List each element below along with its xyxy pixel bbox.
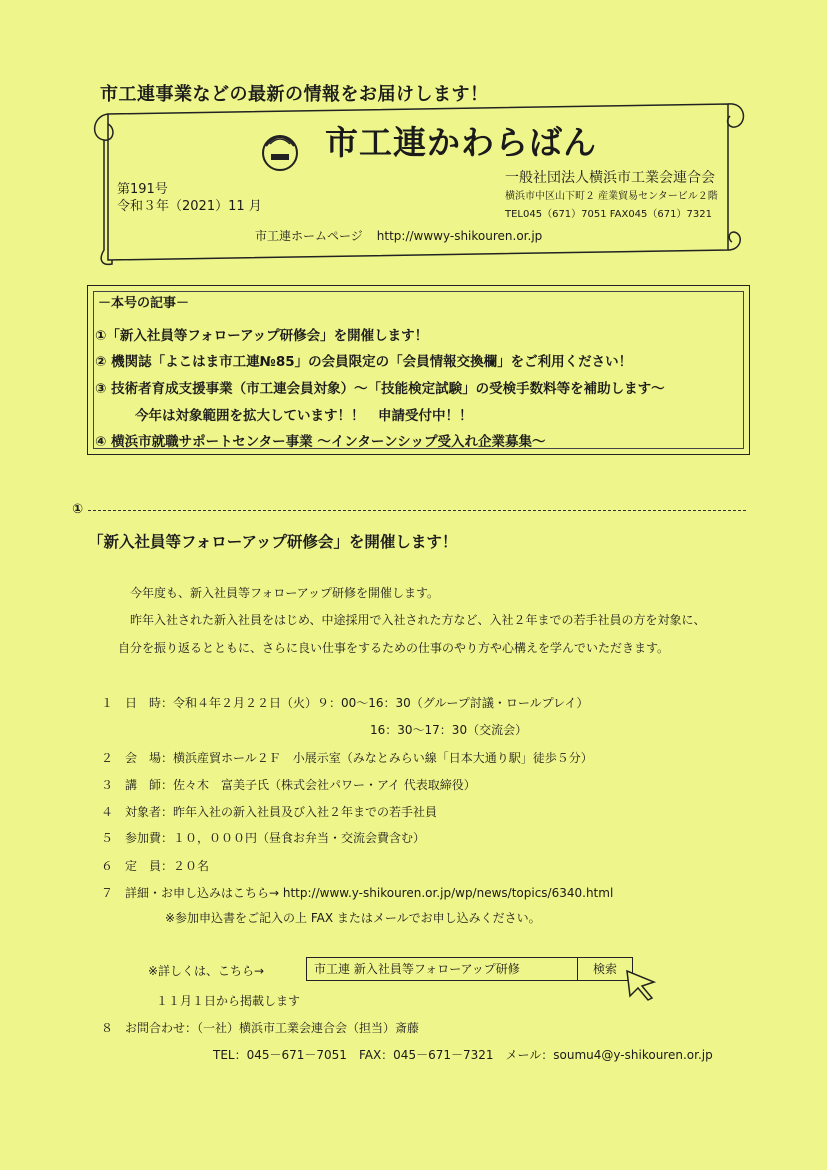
issue-number: 第191号 [117, 182, 168, 197]
issue-date: 令和３年（2021）11 月 [117, 199, 262, 214]
masthead-title: 市工連かわらばん [325, 123, 597, 162]
paragraph-2: 昨年入社された新入社員をはじめ、中途採用で入社された方など、入社２年までの若手社員の方を対象に、 [130, 613, 706, 627]
toc-item-1: ①「新入社員等フォローアップ研修会」を開催します！ [95, 328, 429, 344]
cursor-arrow-icon [624, 968, 658, 1006]
inquiry: ８ お問合わせ：（一社）横浜市工業会連合会（担当）斎藤 [101, 1021, 420, 1035]
posted-note: １１月１日から掲載します [156, 994, 301, 1008]
detail-capacity: ６ 定 員：２０名 [101, 859, 210, 873]
toc-item-3: ③ 技術者育成支援事業（市工連会員対象）～「技能検定試験」の受検手数料等を補助します～ [95, 381, 665, 397]
org-address: 横浜市中区山下町２ 産業貿易センタービル２階 [505, 191, 718, 202]
homepage-link[interactable]: http://wwwy-shikouren.or.jp [376, 229, 543, 243]
detail-fee: ５ 参加費：１０，０００円（昼食お弁当・交流会費含む） [101, 831, 426, 845]
search-input[interactable]: 市工連 新入社員等フォローアップ研修 [306, 957, 578, 981]
detail-apply-link[interactable]: ７ 詳細・お申し込みはこちら→ http://www.y-shikouren.or.jp/wp/news/topics/6340.html [101, 886, 614, 900]
org-tel: TEL045（671）7051 FAX045（671）7321 [505, 209, 712, 220]
contents-title: －本号の記事－ [98, 296, 190, 311]
paragraph-1: 今年度も、新入社員等フォローアップ研修を開催します。 [130, 586, 440, 600]
detail-target: ４ 対象者：昨年入社の新入社員及び入社２年までの若手社員 [101, 805, 438, 819]
section-mark: ① [72, 502, 86, 517]
search-lead: ※詳しくは、こちら→ [148, 964, 265, 978]
toc-item-2: ② 機関誌「よこはま市工連№85」の会員限定の「会員情報交換欄」をご利用ください！ [95, 354, 633, 370]
shikouren-emblem-icon [258, 130, 302, 172]
section-divider [78, 510, 746, 511]
homepage-line [255, 227, 556, 244]
detail-venue: ２ 会 場：横浜産貿ホール２Ｆ 小展示室（みなとみらい線「日本大通り駅」徒歩５分） [101, 751, 593, 765]
detail-lecturer: ３ 講 師：佐々木 富美子氏（株式会社パワー・アイ 代表取締役） [101, 778, 476, 792]
detail-date: １ 日 時：令和４年２月２２日（火）９：00～16：30（グループ討議・ロールプレイ） [101, 696, 589, 710]
org-name: 一般社団法人横浜市工業会連合会 [505, 170, 715, 186]
toc-item-4: ④ 横浜市就職サポートセンター事業 ～インターンシップ受入れ企業募集～ [95, 434, 546, 450]
contact-info: TEL：045－671－7051 FAX：045－671－7321 メール：soumu4@y-shikouren.or.jp [213, 1048, 713, 1062]
search-button[interactable]: 検索 [577, 957, 633, 981]
paragraph-3: 自分を振り返るとともに、さらに良い仕事をするための仕事のやり方や心構えを学んでいただきます。 [118, 641, 670, 655]
application-note: ※参加申込書をご記入の上 FAX またはメールでお申し込みください。 [165, 911, 541, 925]
homepage-label: 市工連ホームページ [255, 229, 363, 243]
toc-item-3-note: 今年は対象範囲を拡大しています！！ 申請受付中！！ [135, 408, 473, 424]
detail-date-reception: 16：30～17：30（交流会） [370, 723, 528, 737]
section-heading: 「新入社員等フォローアップ研修会」を開催します！ [88, 533, 458, 551]
tagline: 市工連事業などの最新の情報をお届けします！ [100, 84, 489, 105]
